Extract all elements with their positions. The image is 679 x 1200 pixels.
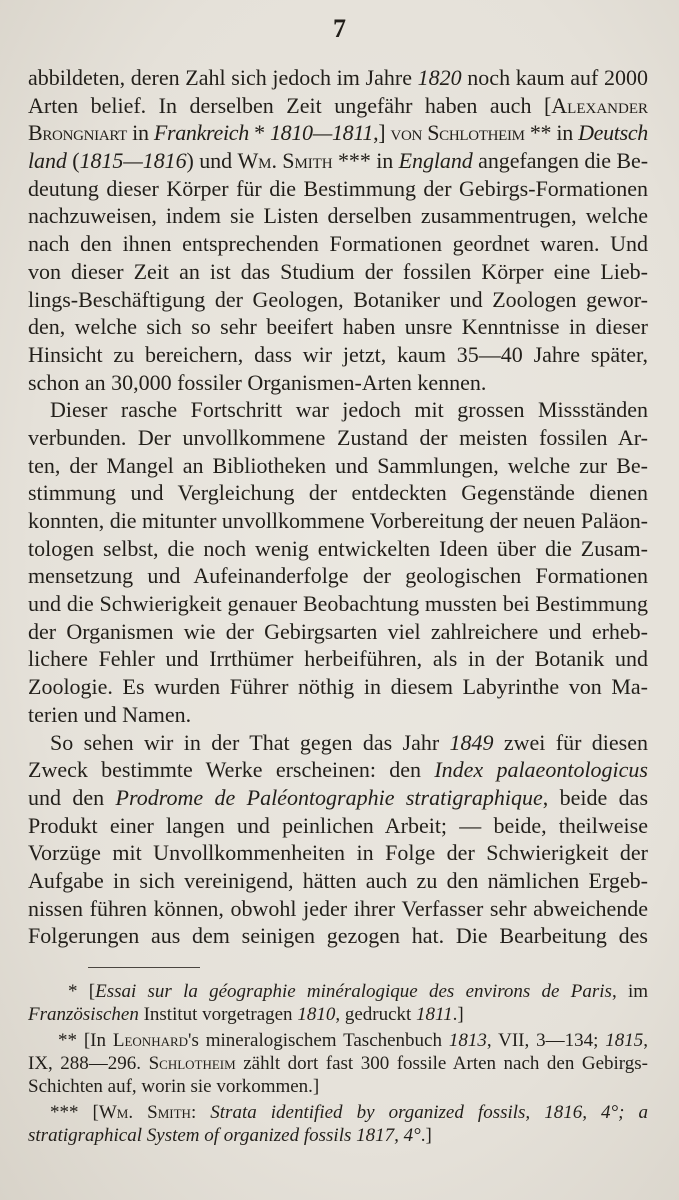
footnote — [28, 980, 648, 1026]
footnote-rule — [88, 967, 200, 968]
body-line — [28, 590, 648, 618]
body-line — [28, 673, 648, 701]
text-run: So sehen wir in der That gegen das Jahr — [50, 729, 450, 755]
text-run: nachzuweisen, indem sie Listen derselben zusammentrugen, welche — [28, 203, 648, 229]
body-line — [28, 92, 648, 120]
text-run: in — [126, 120, 154, 146]
body-line — [28, 147, 648, 175]
footnote-line — [50, 1101, 648, 1124]
body-line — [28, 258, 648, 286]
footnote — [28, 1101, 648, 1147]
body-line — [28, 452, 648, 480]
text-run: , — [643, 1030, 648, 1051]
text-run: * — [248, 120, 270, 146]
body-line — [28, 64, 648, 92]
text-run: Zweck bestimmte Werke erscheinen: den — [28, 757, 435, 783]
text-run: , VII, 3—134; — [486, 1030, 606, 1051]
text-run: Folgerungen aus dem seinigen gezogen hat. Die Bearbeitung des — [28, 923, 648, 949]
text-run: Schichten auf, worin sie vorkommen.] — [28, 1076, 320, 1097]
italic-text: 1811 — [416, 1004, 453, 1025]
text-run: Institut vorgetragen — [138, 1004, 298, 1025]
text-run: verbunden. Der unvollkommene Zustand der meisten fossilen Ar- — [28, 424, 648, 450]
body-text — [28, 64, 648, 950]
body-line — [28, 507, 648, 535]
paragraph — [28, 64, 648, 396]
text-run: abbildeten, deren Zahl sich jedoch im Jahre — [28, 65, 418, 90]
italic-text: 1810 — [297, 1004, 336, 1025]
text-run: und die Schwierigkeit genauer Beobachtung mussten bei Bestimmung — [28, 591, 648, 617]
italic-text: England — [398, 148, 473, 174]
italic-text: land — [28, 148, 67, 174]
body-line — [28, 701, 648, 729]
body-line — [28, 562, 648, 590]
text-run: Zoologie. Es wurden Führer nöthig in diesem Labyrinthe von Ma- — [28, 674, 648, 700]
italic-text: Deutsch — [578, 120, 648, 146]
footnote-line — [28, 1003, 648, 1026]
text-run: nissen führen können, obwohl jeder ihrer Verfasser sehr abweichende — [28, 895, 648, 921]
text-run: ten, der Mangel an Bibliotheken und Sammlungen, welche zur Be- — [28, 452, 648, 478]
body-line — [28, 839, 648, 867]
body-line — [28, 479, 648, 507]
text-run: Dieser rasche Fortschritt war jedoch mit grossen Missständen — [50, 397, 648, 423]
text-run: , im — [611, 981, 649, 1002]
italic-text: stratigraphical System of organized fossils 1817, 4° — [28, 1125, 421, 1146]
text-run: terien und Namen. — [28, 701, 192, 727]
text-run: .] — [420, 1125, 432, 1146]
body-line — [28, 784, 648, 812]
text-run: Aufgabe in sich vereinigend, hätten auch zu den nämlichen Ergeb- — [28, 867, 648, 893]
text-run: ( — [66, 148, 80, 174]
text-run: Hinsicht zu bereichern, dass wir jetzt, kaum 35—40 Jahre später, — [28, 341, 648, 367]
italic-text: 1813 — [448, 1030, 487, 1051]
text-run: stimmung und Vergleichung der entdeckten Gegenstände dienen — [28, 480, 648, 506]
body-line — [28, 230, 648, 258]
text-run: und den — [28, 784, 116, 810]
body-line — [28, 369, 648, 397]
text-run: zählt dort fast 300 fossile Arten nach den Gebirgs- — [235, 1053, 648, 1074]
italic-text: Französischen — [28, 1004, 139, 1025]
body-line — [28, 424, 648, 452]
small-caps-text: Wm. Smith — [237, 148, 333, 174]
text-run: IX, 288—296. — [28, 1053, 149, 1074]
text-run: Vorzüge mit Unvollkommenheiten in Folge der Schwierigkeit der — [28, 840, 648, 866]
small-caps-text: Leonhard — [112, 1030, 189, 1051]
body-line — [50, 729, 648, 757]
text-run: ** [In — [58, 1030, 113, 1051]
footnote-line — [68, 980, 648, 1003]
text-run: *** [ — [50, 1102, 99, 1123]
body-line — [28, 175, 648, 203]
small-caps-text: von Schlotheim — [390, 120, 525, 146]
paragraph — [28, 396, 648, 728]
body-line — [28, 119, 648, 147]
text-run: Produkt einer langen und peinlichen Arbeit; — beide, theilweise — [28, 812, 648, 838]
italic-text: 1815—1816 — [79, 148, 187, 174]
text-run: Arten belief. In derselben Zeit ungefähr haben auch [ — [28, 92, 552, 118]
text-run: von dieser Zeit an ist das Studium der fossilen Körper eine Lieb- — [28, 258, 648, 284]
body-line — [50, 396, 648, 424]
footnotes — [28, 980, 648, 1147]
body-line — [28, 895, 648, 923]
text-run: .] — [452, 1004, 464, 1025]
body-line — [28, 618, 648, 646]
text-run: : — [190, 1102, 211, 1123]
footnote-line — [28, 1052, 648, 1075]
text-run: nach den ihnen entsprechenden Formationen geordnet waren. Und — [28, 231, 648, 257]
italic-text: Essai sur la géographie minéralogique des environs de Paris — [95, 981, 612, 1002]
text-run: den, welche sich so sehr beeifert haben unsre Kenntnisse in dieser — [28, 314, 648, 340]
italic-text: Strata identified by organized fossils, 1816, 4°; a — [210, 1102, 648, 1123]
body-line — [28, 756, 648, 784]
text-run: ) und — [186, 148, 238, 174]
small-caps-text: Wm. Smith — [98, 1102, 191, 1123]
italic-text: Frankreich — [153, 120, 249, 146]
small-caps-text: Alexander — [551, 92, 648, 118]
italic-text: 1815 — [605, 1030, 644, 1051]
body-line — [28, 922, 648, 950]
text-run: deutung dieser Körper für die Bestimmung der Gebirgs-Formationen — [28, 175, 648, 201]
italic-text: Index palaeontologicus — [434, 757, 648, 783]
text-run: schon an 30,000 fossiler Organismen-Arten kennen. — [28, 369, 487, 395]
text-run: *** in — [332, 148, 399, 174]
text-run: ** in — [524, 120, 579, 146]
body-line — [28, 812, 648, 840]
body-line — [28, 867, 648, 895]
text-run: angefangen die Be- — [472, 148, 648, 174]
text-run: der Organismen wie der Gebirgsarten viel zahlreichere und erheb- — [28, 618, 648, 644]
text-run: lings-Beschäftigung der Geologen, Botaniker und Zoologen gewor- — [28, 286, 648, 312]
text-run: , beide das — [542, 784, 649, 810]
text-run: ,] — [373, 120, 391, 146]
footnote-line — [58, 1029, 648, 1052]
body-line — [28, 313, 648, 341]
text-run: lichere Fehler und Irrthümer herbeiführen, als in der Botanik und — [28, 646, 648, 672]
body-line — [28, 286, 648, 314]
italic-text: 1820 — [417, 65, 462, 90]
text-run: mensetzung und Aufeinanderfolge der geologischen Formationen — [28, 563, 648, 589]
text-run: * [ — [68, 981, 96, 1002]
text-run: konnten, die mitunter unvollkommene Vorbereitung der neuen Paläon- — [28, 508, 648, 533]
footnote-line — [28, 1124, 648, 1147]
small-caps-text: Brongniart — [28, 120, 127, 146]
page-number: 7 — [333, 14, 346, 43]
body-line — [28, 645, 648, 673]
body-line — [28, 535, 648, 563]
body-line — [28, 202, 648, 230]
text-run: zwei für diesen — [493, 729, 648, 755]
text-run: 's mineralogischem Taschenbuch — [188, 1030, 449, 1051]
paragraph — [28, 729, 648, 951]
small-caps-text: Schlotheim — [148, 1053, 236, 1074]
footnote — [28, 1029, 648, 1098]
italic-text: 1810—1811 — [269, 120, 374, 146]
italic-text: Prodrome de Paléontographie stratigraphique — [115, 784, 543, 810]
footnote-line — [28, 1075, 648, 1098]
italic-text: 1849 — [449, 729, 494, 755]
text-run: noch kaum auf 2000 — [461, 65, 649, 90]
text-run: tologen selbst, die noch wenig entwickelten Ideen über die Zusam- — [28, 535, 648, 561]
body-line — [28, 341, 648, 369]
text-run: , gedruckt — [335, 1004, 417, 1025]
